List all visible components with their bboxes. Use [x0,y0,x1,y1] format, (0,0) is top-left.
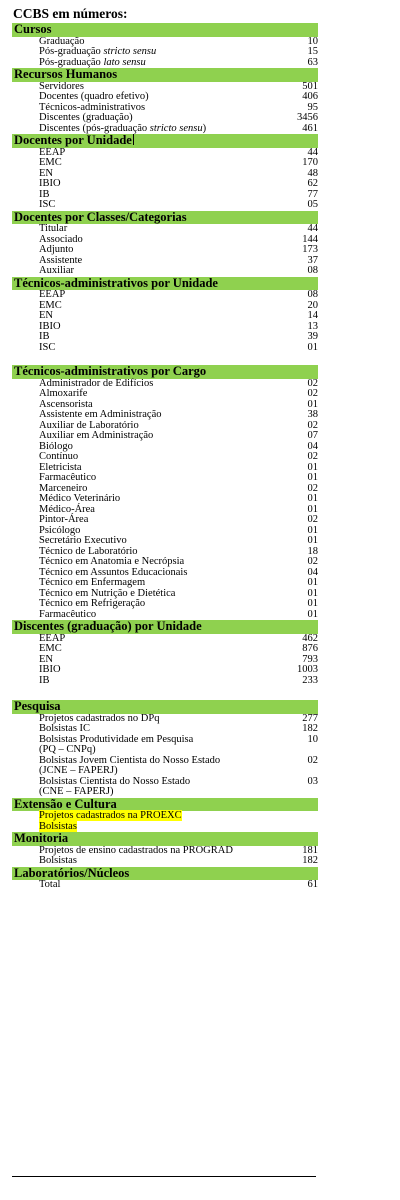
list [12,714,318,798]
section-discentes-unidade [12,620,318,686]
section-header-tecnicos-cargo: Técnicos-administrativos por Cargo [12,365,318,379]
text-cursor [133,134,134,145]
list-item: Técnico em Anatomia e Necrópsia 02 [39,556,318,567]
list-item: Discentes (pós-graduação stricto sensu) 461 [39,122,318,134]
list-item: Administrador de Edifícios 02 [39,377,318,389]
section-extensao [12,798,318,833]
list-item: Pós-graduação stricto sensu 15 [39,46,318,57]
section-header-docentes-classes: Docentes por Classes/Categorias [12,211,318,225]
list-item: IBIO 62 [39,178,318,189]
list-item: ISC 05 [39,199,318,210]
list-item: IB 77 [39,188,318,200]
list-item: Servidores 501 [39,80,318,92]
list-item: EN 14 [39,310,318,321]
list-item: Assistente 37 [39,254,318,266]
list [12,290,318,353]
footer-rule [12,1176,316,1177]
list [12,880,318,891]
list-item: IBIO 1003 [39,664,318,675]
list-item: Técnicos-administrativos 95 [39,101,318,113]
list-item: Assistente em Administração 38 [39,409,318,420]
list-item: EEAP 44 [39,146,318,158]
list-item: Auxiliar em Administração 07 [39,430,318,441]
section-tecnicos-unidade [12,277,318,354]
section-tecnicos-cargo [12,365,318,620]
list-item: Projetos cadastrados no DPq 277 [39,712,318,724]
list-item: Médico-Área 01 [39,503,318,515]
list-item: Bolsistas Cientista do Nosso Estado (CNE – FAPERJ) 03 [39,775,318,797]
highlighted-text: Projetos cadastrados na PROEXC [39,810,182,821]
section-header-docentes-unidade: Docentes por Unidade [12,134,318,148]
list-item: Titular 44 [39,223,318,234]
list-item: EN 48 [39,167,318,179]
list-item: Bolsistas 182 [39,855,318,866]
list-item: Contínuo 02 [39,451,318,462]
list [12,634,318,687]
list [12,846,318,867]
list-item: EMC 876 [39,643,318,654]
list-item: EMC 20 [39,299,318,311]
list-item: Eletricista 01 [39,461,318,473]
list-item: Bolsistas Jovem Cientista do Nosso Estado (JCNE – FAPERJ) 02 [39,754,318,776]
highlighted-text: Bolsistas [39,820,77,832]
list-item: Bolsistas IC 182 [39,723,318,734]
list [12,148,318,211]
list-item: Psicólogo 01 [39,524,318,536]
list-item: Auxiliar 08 [39,265,318,276]
section-laboratorios [12,867,318,891]
list-item: Discentes (graduação) 3456 [39,112,318,123]
section-header-pesquisa: Pesquisa [12,700,318,714]
list-item: Farmacêutico 01 [39,472,318,483]
list-item: Técnico em Enfermagem 01 [39,577,318,588]
section-docentes-unidade [12,134,318,211]
list-item [12,811,318,822]
list-item: Técnico em Assuntos Educacionais 04 [39,566,318,578]
section-header-tecnicos-unidade: Técnicos-administrativos por Unidade [12,277,318,291]
list-item: ISC 01 [39,341,318,353]
section-monitoria [12,832,318,867]
list-item: Ascensorista 01 [39,398,318,410]
list-item: EEAP 462 [39,632,318,644]
list-item: Pós-graduação lato sensu 63 [39,56,318,68]
list-item: Biólogo 04 [39,440,318,452]
list-item: Auxiliar de Laboratório 02 [39,419,318,431]
list-item: Secretário Executivo 01 [39,535,318,546]
section-header-discentes-unidade: Discentes (graduação) por Unidade [12,620,318,634]
list-item: Total 61 [39,879,318,890]
section-header-extensao: Extensão e Cultura [12,798,318,812]
list-item: EN 793 [39,653,318,665]
list-item: Pintor-Área 02 [39,514,318,525]
list-item: Associado 144 [39,233,318,245]
list-item: Marceneiro 02 [39,482,318,494]
list-item: Almoxarife 02 [39,388,318,399]
list-item: Farmacêutico 01 [39,608,318,620]
list-item: EMC 170 [39,157,318,168]
list-item: Graduação 10 [39,35,318,47]
list-item: IB 233 [39,674,318,686]
list-item: IB 39 [39,331,318,342]
section-header-monitoria: Monitoria [12,832,318,846]
section-recursos-humanos [12,68,318,134]
list-item: Técnico de Laboratório 18 [39,545,318,557]
list-item: Bolsistas Produtividade em Pesquisa (PQ – CNPq) 10 [39,733,318,755]
list [12,379,318,621]
list-item: EEAP 08 [39,289,318,300]
list [12,224,318,277]
list-item: Técnico em Refrigeração 01 [39,598,318,609]
list-item: Adjunto 173 [39,244,318,255]
section-header-cursos: Cursos [12,23,318,37]
document-page [12,6,318,891]
section-cursos [12,23,318,68]
page-title: CCBS em números: [13,6,128,21]
section-header-recursos-humanos: Recursos Humanos [12,68,318,82]
list-item: Projetos de ensino cadastrados na PROGRAD 181 [39,844,318,856]
list-item: Médico Veterinário 01 [39,493,318,504]
section-docentes-classes [12,211,318,277]
list-item: Técnico em Nutrição e Dietética 01 [39,587,318,599]
list-item: Docentes (quadro efetivo) 406 [39,91,318,102]
list-item: IBIO 13 [39,320,318,332]
section-pesquisa [12,700,318,798]
section-header-laboratorios: Laboratórios/Núcleos [12,867,318,881]
